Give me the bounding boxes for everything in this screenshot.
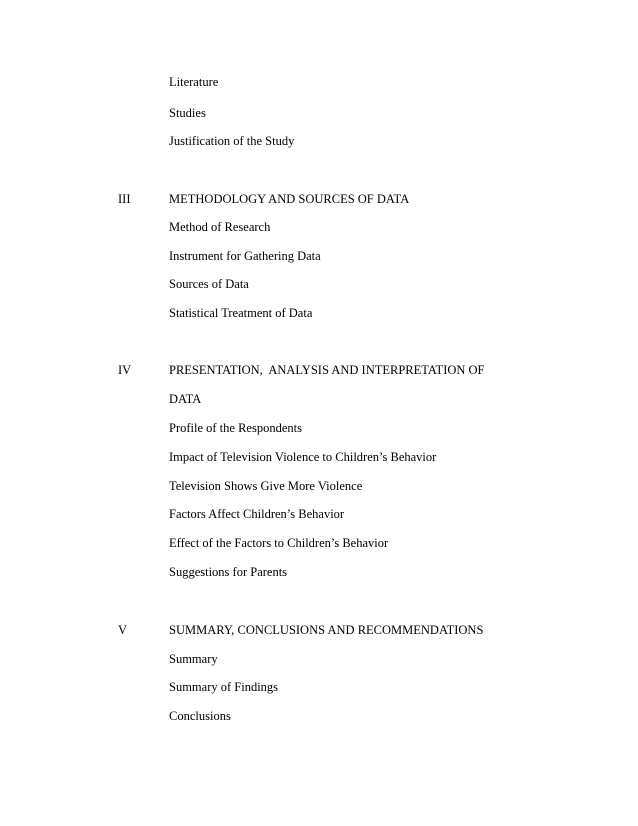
toc-item-summary: Summary — [169, 652, 218, 666]
toc-item-literature: Literature — [169, 75, 219, 89]
chapter-number-3: III — [118, 192, 131, 206]
toc-item-factors: Factors Affect Children’s Behavior — [169, 507, 345, 521]
chapter-title-4: PRESENTATION, ANALYSIS AND INTERPRETATION OF — [169, 363, 485, 377]
toc-item-suggestions: Suggestions for Parents — [169, 565, 288, 579]
toc-item-method-of-research: Method of Research — [169, 220, 271, 234]
chapter-number-4: IV — [118, 363, 132, 377]
toc-item-studies: Studies — [169, 106, 206, 120]
toc-item-conclusions: Conclusions — [169, 709, 231, 723]
toc-item-statistical-treatment: Statistical Treatment of Data — [169, 306, 313, 320]
toc-item-impact: Impact of Television Violence to Children’s Behavior — [169, 450, 437, 464]
chapter-title-3: METHODOLOGY AND SOURCES OF DATA — [169, 192, 410, 206]
chapter-number-5: V — [118, 623, 128, 637]
toc-item-effect: Effect of the Factors to Children’s Behavior — [169, 536, 389, 550]
toc-item-sources-of-data: Sources of Data — [169, 277, 249, 291]
toc-item-tv-shows: Television Shows Give More Violence — [169, 479, 363, 493]
toc-item-summary-of-findings: Summary of Findings — [169, 680, 279, 694]
toc-item-justification: Justification of the Study — [169, 134, 295, 148]
toc-item-profile: Profile of the Respondents — [169, 421, 302, 435]
toc-item-instrument: Instrument for Gathering Data — [169, 249, 321, 263]
chapter-title-4-cont: DATA — [169, 392, 202, 406]
chapter-title-5: SUMMARY, CONCLUSIONS AND RECOMMENDATIONS — [169, 623, 484, 637]
